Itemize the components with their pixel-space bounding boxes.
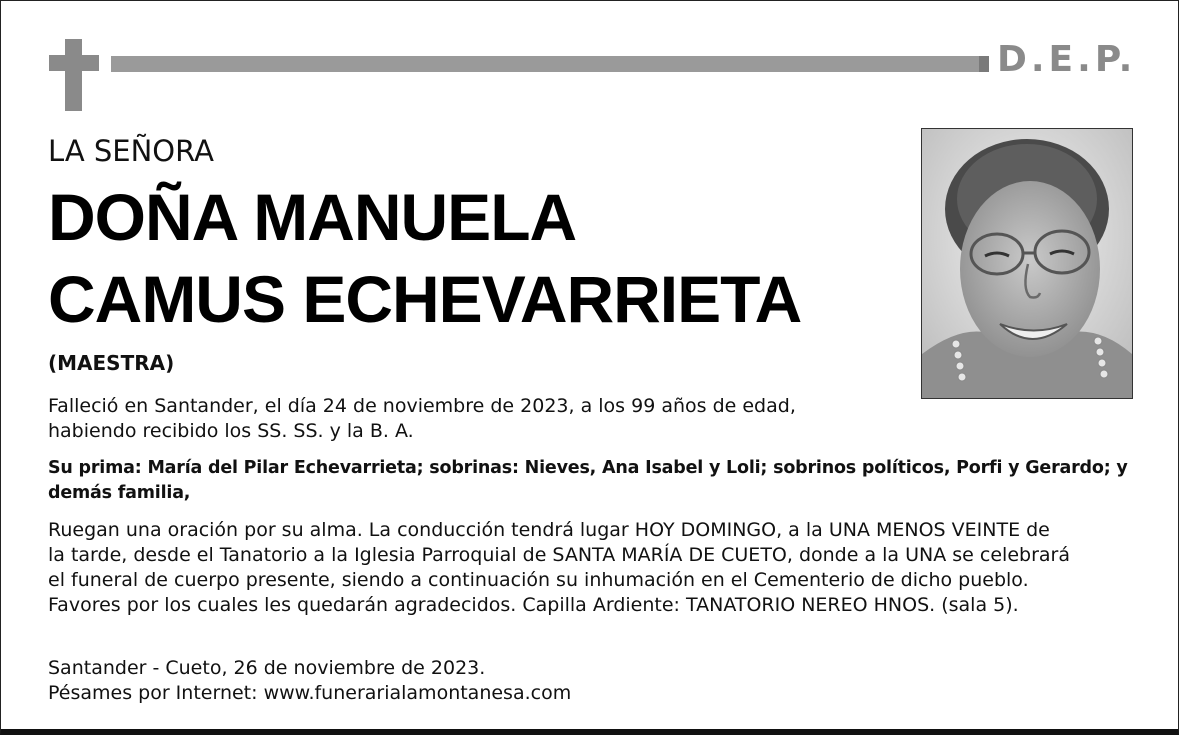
name-line-2: CAMUS ECHEVARRIETA <box>48 262 802 336</box>
death-line-2: habiendo recibido los SS. SS. y la B. A. <box>48 420 414 442</box>
header-rule <box>111 56 989 72</box>
death-line-1: Falleció en Santander, el día 24 de noviembre de 2023, a los 99 años de edad, <box>48 395 796 417</box>
header-rule-end <box>979 56 989 72</box>
funeral-details <box>48 518 1148 618</box>
name-line-1: DOÑA MANUELA <box>48 180 577 254</box>
dep-label: D.E.P. <box>997 39 1137 80</box>
funeral-line-1: Ruegan una oración por su alma. La conducción tendrá lugar HOY DOMINGO, a la UNA MENOS VEINTE de <box>48 519 1050 541</box>
latin-cross-icon <box>49 39 99 111</box>
funeral-line-4: Favores por los cuales les quedarán agradecidos. Capilla Ardiente: TANATORIO NEREO HNOS. (sala 5). <box>48 594 1019 616</box>
condolences-website: Pésames por Internet: www.funerarialamontanesa.com <box>48 682 572 704</box>
portrait-photo <box>921 128 1133 399</box>
family-list: Su prima: María del Pilar Echevarrieta; sobrinas: Nieves, Ana Isabel y Loli; sobrinos políticos, Porfi y Gerardo; y demás familia, <box>48 458 1128 503</box>
funeral-line-3: el funeral de cuerpo presente, siendo a continuación su inhumación en el Cementerio de dicho pueblo. <box>48 569 1029 591</box>
footer <box>48 656 848 706</box>
funeral-line-2: la tarde, desde el Tanatorio a la Iglesia Parroquial de SANTA MARÍA DE CUETO, donde a la UNA se celebrará <box>48 544 1070 566</box>
profession: (MAESTRA) <box>48 351 175 375</box>
honorific: LA SEÑORA <box>48 134 214 168</box>
death-notice <box>48 394 848 444</box>
portrait-illustration <box>922 129 1132 398</box>
place-date: Santander - Cueto, 26 de noviembre de 2023. <box>48 657 486 679</box>
